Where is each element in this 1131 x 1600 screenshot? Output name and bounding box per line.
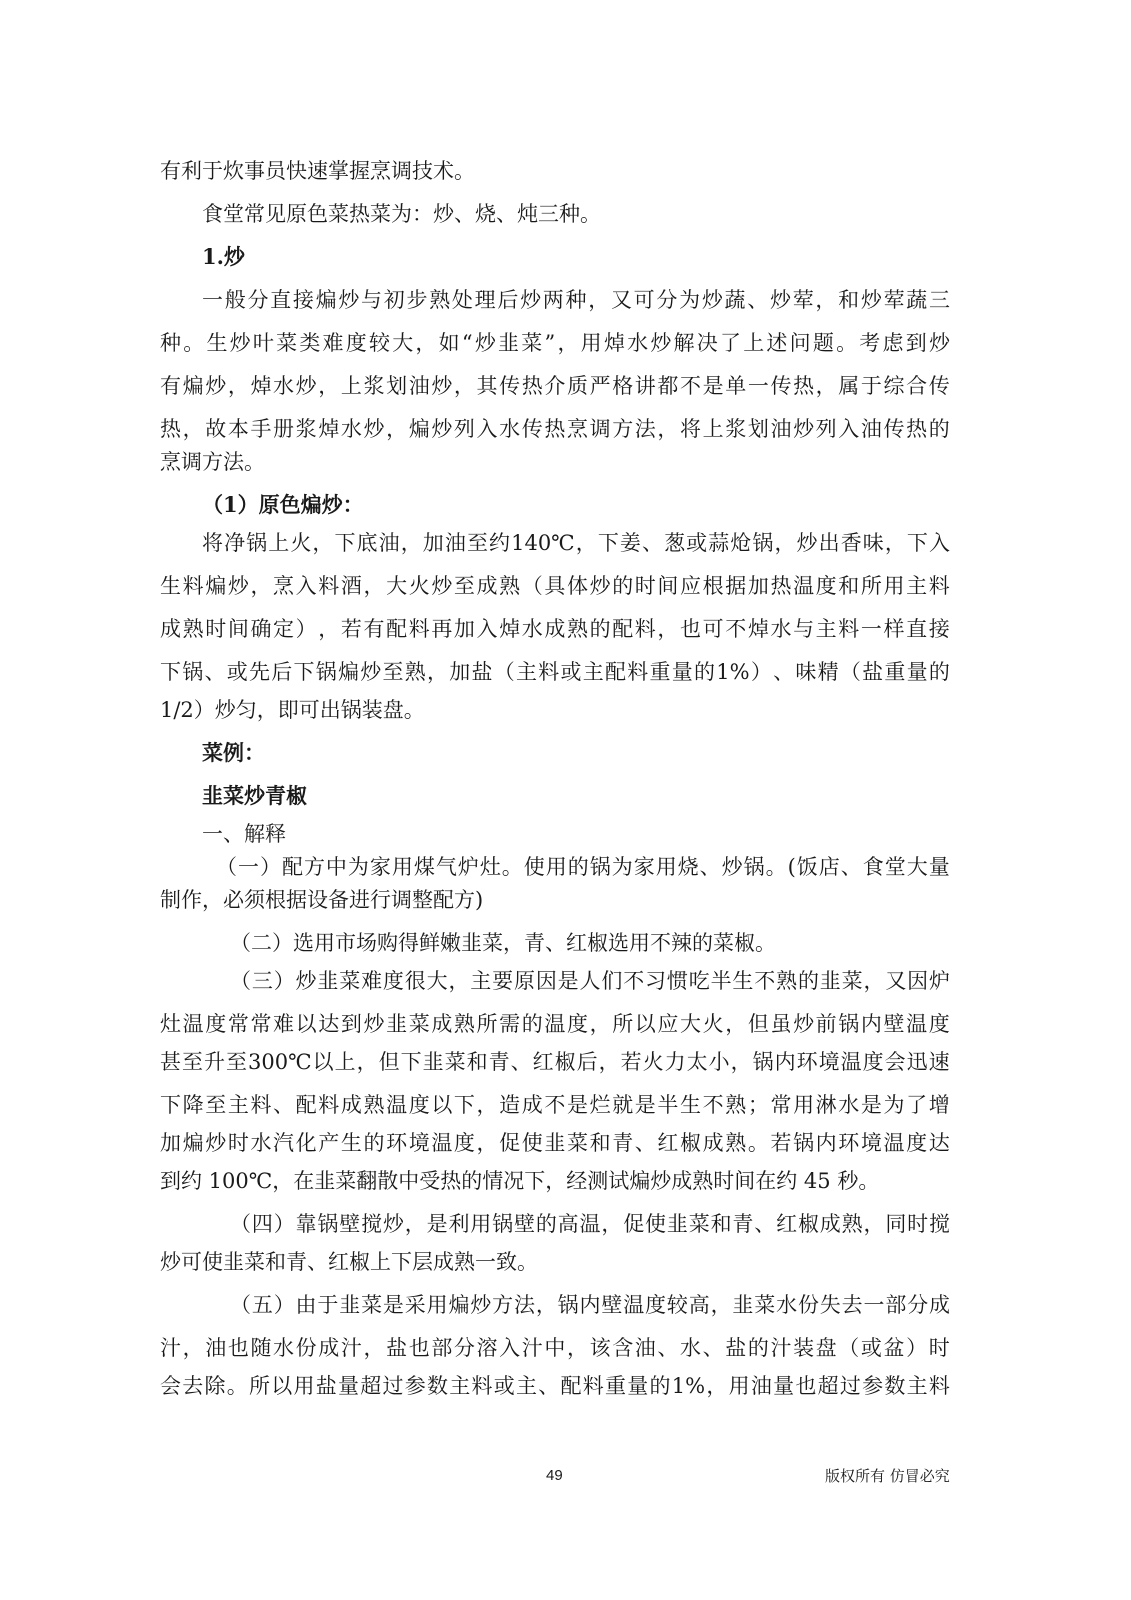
dish-title: 韭菜炒青椒 — [202, 783, 307, 808]
text-line: 加 煸 炒 时 水 汽 化 产 生 的 环 境 温 度 ， 促 使 韭 菜 和 青 、 红 椒 成 熟 。 若 锅 内 环 境 温 度 达 — [160, 1131, 950, 1155]
text-line: 有 煸 炒 ， 焯 水 炒 ， 上 浆 划 油 炒 ， 其 传 热 介 质 严 格 讲 都 不 是 单 一 传 热 ， 属 于 综 合 传 — [160, 374, 950, 398]
text-line: 成 熟 时 间 确 定 ） ， 若 有 配 料 再 加 入 焯 水 成 熟 的 配 料 ， 也 可 不 焯 水 与 主 料 一 样 直 接 — [160, 617, 950, 641]
text-line: 会 去 除 。 所 以 用 盐 量 超 过 参 数 主 料 或 主 、 配 料 重 量 的 1% ， 用 油 量 也 超 过 参 数 主 料 — [160, 1374, 950, 1398]
text-line: 将 净 锅 上 火 ， 下 底 油 ， 加 油 至 约 140℃ ， 下 姜 、 葱 或 蒜 炝 锅 ， 炒 出 香 味 ， 下 入 — [202, 531, 950, 555]
text-line: 一 般 分 直 接 煸 炒 与 初 步 熟 处 理 后 炒 两 种 ， 又 可 分 为 炒 蔬 、 炒 荤 ， 和 炒 荤 蔬 三 — [202, 288, 950, 312]
text-line: 一、解释 — [202, 822, 286, 846]
page-number: 49 — [546, 1467, 563, 1484]
text-line: 制作，必须根据设备进行调整配方) — [160, 888, 484, 912]
text-line: 热 ， 故 本 手 册 浆 焯 水 炒 ， 煸 炒 列 入 水 传 热 烹 调 方 法 ， 将 上 浆 划 油 炒 列 入 油 传 热 的 — [160, 417, 950, 441]
copyright-notice: 版权所有 仿冒必究 — [825, 1467, 950, 1485]
text-line: 下 降 至 主 料 、 配 料 成 熟 温 度 以 下 ， 造 成 不 是 烂 就 是 半 生 不 熟 ； 常 用 淋 水 是 为 了 增 — [160, 1093, 950, 1117]
text-line: 到约 100℃，在韭菜翻散中受热的情况下，经测试煸炒成熟时间在约 45 秒。 — [160, 1169, 880, 1193]
text-line: 甚 至 升 至 300℃ 以 上 ， 但 下 韭 菜 和 青 、 红 椒 后 ， 若 火 力 太 小 ， 锅 内 环 境 温 度 会 迅 速 — [160, 1050, 950, 1074]
subsection-heading: （1）原色煸炒： — [202, 492, 364, 517]
text-line: 种 。 生 炒 叶 菜 类 难 度 较 大 ， 如 “ 炒 韭 菜 ” ， 用 焯 水 炒 解 决 了 上 述 问 题 。 考 虑 到 炒 — [160, 331, 950, 355]
text-line: 灶 温 度 常 常 难 以 达 到 炒 韭 菜 成 熟 所 需 的 温 度 ， 所 以 应 大 火 ， 但 虽 炒 前 锅 内 壁 温 度 — [160, 1012, 950, 1036]
text-line: （二）选用市场购得鲜嫩韭菜，青、红椒选用不辣的菜椒。 — [230, 931, 776, 955]
text-line: 有利于炊事员快速掌握烹调技术。 — [160, 159, 475, 183]
text-line: （ 三 ） 炒 韭 菜 难 度 很 大 ， 主 要 原 因 是 人 们 不 习 惯 吃 半 生 不 熟 的 韭 菜 ， 又 因 炉 — [230, 969, 950, 993]
text-line: （ 四 ） 靠 锅 壁 搅 炒 ， 是 利 用 锅 壁 的 高 温 ， 促 使 韭 菜 和 青 、 红 椒 成 熟 ， 同 时 搅 — [230, 1212, 950, 1236]
text-line: 炒可使韭菜和青、红椒上下层成熟一致。 — [160, 1250, 538, 1274]
text-line: （ 一 ） 配 方 中 为 家 用 煤 气 炉 灶 。 使 用 的 锅 为 家 用 烧 、 炒 锅 。 ( 饭 店 、 食 堂 大 量 — [216, 855, 950, 879]
text-line: 汁 ， 油 也 随 水 份 成 汁 ， 盐 也 部 分 溶 入 汁 中 ， 该 含 油 、 水 、 盐 的 汁 装 盘 （ 或 盆 ） 时 — [160, 1336, 950, 1360]
text-line: 生 料 煸 炒 ， 烹 入 料 酒 ， 大 火 炒 至 成 熟 （ 具 体 炒 的 时 间 应 根 据 加 热 温 度 和 所 用 主 料 — [160, 574, 950, 598]
example-heading: 菜例： — [202, 740, 265, 765]
text-line: 烹调方法。 — [160, 450, 265, 474]
text-line: 1/2）炒匀，即可出锅装盘。 — [160, 698, 425, 722]
text-line: 下 锅 、 或 先 后 下 锅 煸 炒 至 熟 ， 加 盐 （ 主 料 或 主 配 料 重 量 的 1% ） 、 味 精 （ 盐 重 量 的 — [160, 660, 950, 684]
section-heading: 1.炒 — [202, 244, 245, 269]
text-line: 食堂常见原色菜热菜为：炒、烧、炖三种。 — [202, 202, 601, 226]
text-line: （ 五 ） 由 于 韭 菜 是 采 用 煸 炒 方 法 ， 锅 内 壁 温 度 较 高 ， 韭 菜 水 份 失 去 一 部 分 成 — [230, 1293, 950, 1317]
